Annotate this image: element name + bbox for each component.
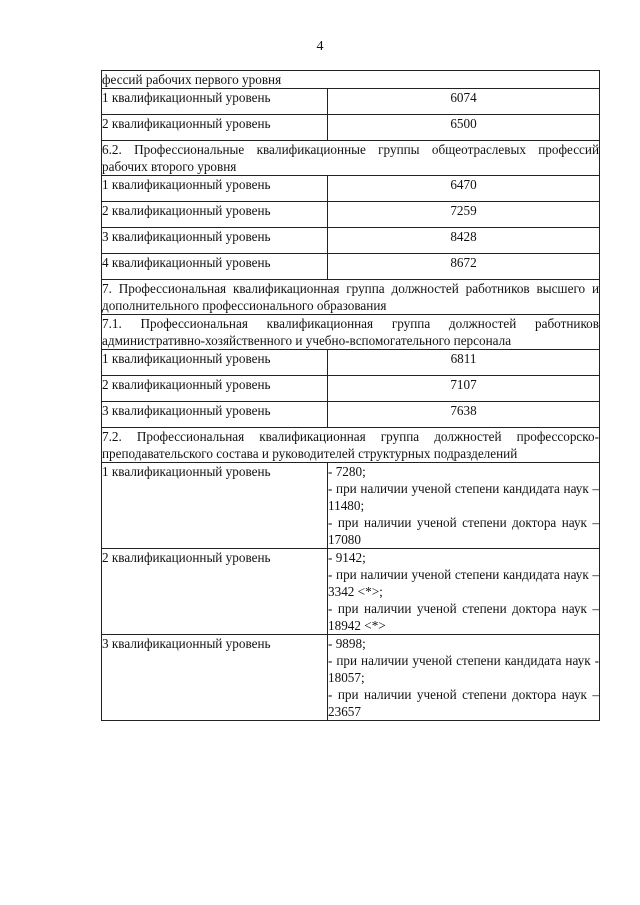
level-label: 2 квалификационный уровень bbox=[102, 202, 328, 228]
table-row bbox=[102, 176, 600, 202]
table-row bbox=[102, 228, 600, 254]
table-row bbox=[102, 71, 600, 89]
table-row bbox=[102, 89, 600, 115]
salary-item: - 9898; bbox=[328, 636, 366, 651]
salary-value: 8672 bbox=[328, 254, 600, 280]
level-label: 3 квалификационный уровень bbox=[102, 635, 328, 721]
level-label: 3 квалификационный уровень bbox=[102, 402, 328, 428]
table-row bbox=[102, 141, 600, 176]
salary-item: - при наличии ученой степени кандидата наук - 18057; bbox=[328, 653, 600, 685]
group-heading: 7. Профессиональная квалификационная группа должностей работников высшего и дополнительного профессионального образования bbox=[102, 281, 600, 313]
salary-value: 6074 bbox=[328, 89, 600, 115]
group-heading: 6.2. Профессиональные квалификационные группы общеотраслевых профессий рабочих второго уровня bbox=[102, 142, 600, 174]
table-row bbox=[102, 428, 600, 463]
level-label: 1 квалификационный уровень bbox=[102, 176, 328, 202]
table-row bbox=[102, 402, 600, 428]
table-row bbox=[102, 350, 600, 376]
level-label: 3 квалификационный уровень bbox=[102, 228, 328, 254]
salary-list bbox=[328, 549, 600, 635]
salary-item: - при наличии ученой степени доктора наук – 17080 bbox=[328, 515, 600, 547]
table-row bbox=[102, 635, 600, 721]
level-label: 1 квалификационный уровень bbox=[102, 350, 328, 376]
salary-table bbox=[101, 70, 600, 721]
level-label: 2 квалификационный уровень bbox=[102, 549, 328, 635]
salary-value: 6811 bbox=[328, 350, 600, 376]
salary-item: - при наличии ученой степени доктора наук – 23657 bbox=[328, 687, 600, 719]
table-row bbox=[102, 202, 600, 228]
level-label: 2 квалификационный уровень bbox=[102, 115, 328, 141]
salary-value: 7259 bbox=[328, 202, 600, 228]
table-row bbox=[102, 315, 600, 350]
salary-item: - при наличии ученой степени кандидата наук – 3342 <*>; bbox=[328, 567, 600, 599]
salary-value: 7638 bbox=[328, 402, 600, 428]
salary-value: 6500 bbox=[328, 115, 600, 141]
salary-item: - 7280; bbox=[328, 464, 366, 479]
salary-list bbox=[328, 635, 600, 721]
level-label: 1 квалификационный уровень bbox=[102, 463, 328, 549]
group-heading: 7.2. Профессиональная квалификационная группа должностей профессорско-преподавательского состава и руководителей структурных подразделений bbox=[102, 429, 600, 461]
table-row bbox=[102, 115, 600, 141]
salary-item: - 9142; bbox=[328, 550, 366, 565]
level-label: 2 квалификационный уровень bbox=[102, 376, 328, 402]
level-label: 1 квалификационный уровень bbox=[102, 89, 328, 115]
group-heading: 7.1. Профессиональная квалификационная группа должностей работников административно-хозяйственного и учебно-вспомогательного персонала bbox=[102, 316, 600, 348]
salary-list bbox=[328, 463, 600, 549]
group-heading: фессий рабочих первого уровня bbox=[102, 71, 600, 89]
salary-value: 7107 bbox=[328, 376, 600, 402]
page-number: 4 bbox=[316, 39, 324, 54]
table-row bbox=[102, 280, 600, 315]
table-row bbox=[102, 549, 600, 635]
salary-value: 6470 bbox=[328, 176, 600, 202]
table-row bbox=[102, 463, 600, 549]
salary-item: - при наличии ученой степени кандидата наук – 11480; bbox=[328, 481, 600, 513]
table-row bbox=[102, 376, 600, 402]
table-row bbox=[102, 254, 600, 280]
level-label: 4 квалификационный уровень bbox=[102, 254, 328, 280]
salary-item: - при наличии ученой степени доктора наук – 18942 <*> bbox=[328, 601, 600, 633]
salary-value: 8428 bbox=[328, 228, 600, 254]
